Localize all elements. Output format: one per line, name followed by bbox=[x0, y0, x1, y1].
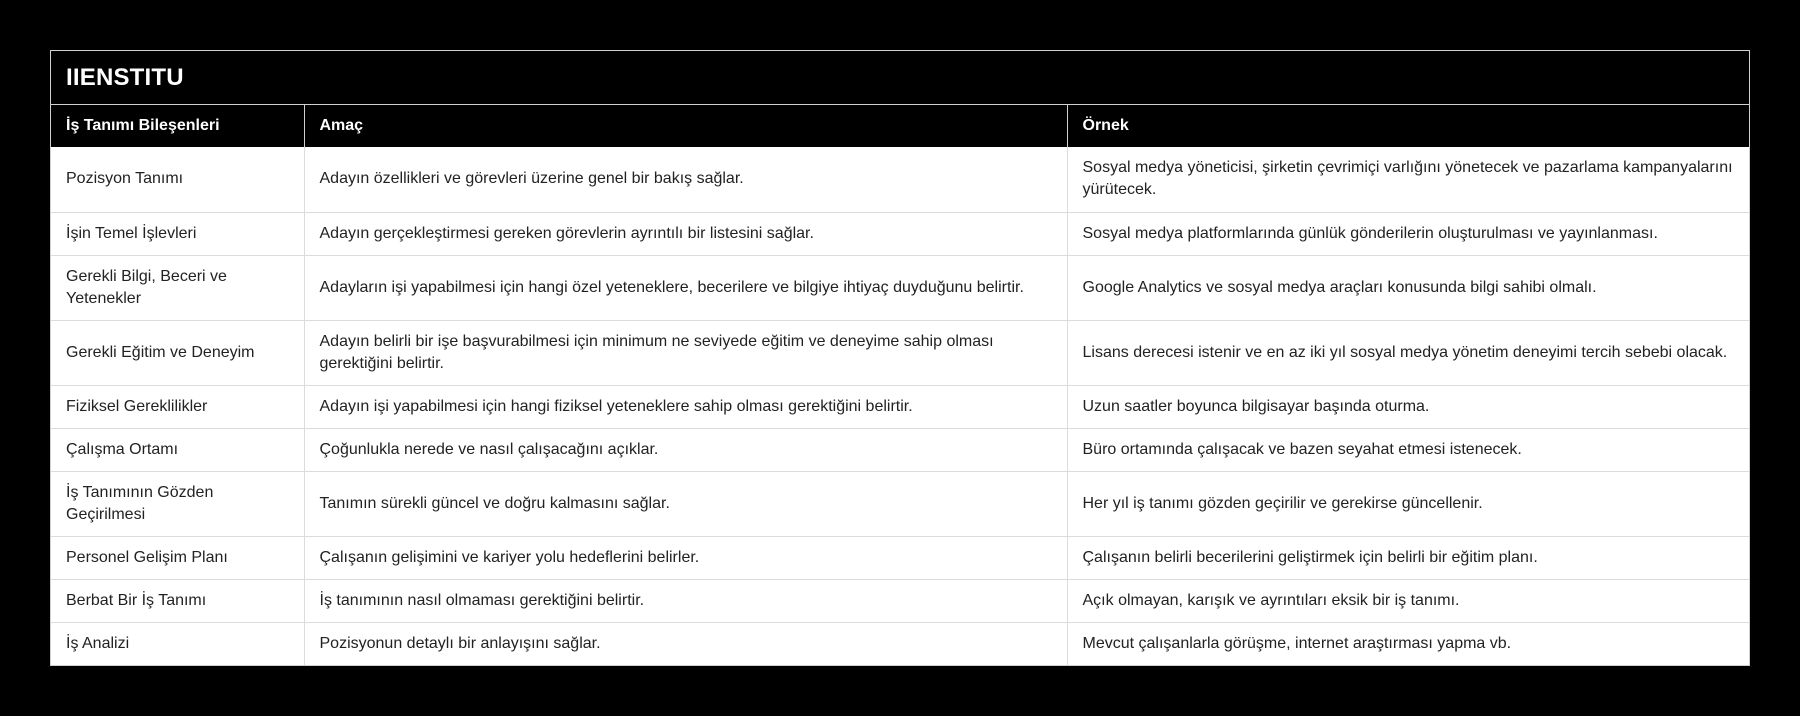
cell-component: Fiziksel Gereklilikler bbox=[51, 385, 304, 428]
cell-purpose: Tanımın sürekli güncel ve doğru kalmasını sağlar. bbox=[304, 471, 1067, 536]
table-row bbox=[51, 147, 1749, 212]
cell-component: İşin Temel İşlevleri bbox=[51, 212, 304, 255]
cell-example: Mevcut çalışanlarla görüşme, internet araştırması yapma vb. bbox=[1067, 622, 1749, 665]
cell-component: Çalışma Ortamı bbox=[51, 428, 304, 471]
column-header-component: İş Tanımı Bileşenleri bbox=[51, 105, 304, 147]
cell-purpose: İş tanımının nasıl olmaması gerektiğini belirtir. bbox=[304, 579, 1067, 622]
column-header-example: Örnek bbox=[1067, 105, 1749, 147]
cell-example: Google Analytics ve sosyal medya araçları konusunda bilgi sahibi olmalı. bbox=[1067, 255, 1749, 320]
cell-component: Pozisyon Tanımı bbox=[51, 147, 304, 212]
cell-example: Açık olmayan, karışık ve ayrıntıları eksik bir iş tanımı. bbox=[1067, 579, 1749, 622]
table-row bbox=[51, 536, 1749, 579]
cell-example: Büro ortamında çalışacak ve bazen seyahat etmesi istenecek. bbox=[1067, 428, 1749, 471]
cell-example: Sosyal medya yöneticisi, şirketin çevrimiçi varlığını yönetecek ve pazarlama kampanyalarını yürütecek. bbox=[1067, 147, 1749, 212]
cell-purpose: Pozisyonun detaylı bir anlayışını sağlar. bbox=[304, 622, 1067, 665]
cell-component: Berbat Bir İş Tanımı bbox=[51, 579, 304, 622]
cell-purpose: Adayların işi yapabilmesi için hangi özel yeteneklere, becerilere ve bilgiye ihtiyaç duyduğunu belirtir. bbox=[304, 255, 1067, 320]
job-description-table-container bbox=[50, 50, 1750, 666]
cell-component: İş Tanımının Gözden Geçirilmesi bbox=[51, 471, 304, 536]
cell-example: Sosyal medya platformlarında günlük gönderilerin oluşturulması ve yayınlanması. bbox=[1067, 212, 1749, 255]
cell-component: İş Analizi bbox=[51, 622, 304, 665]
table-row bbox=[51, 579, 1749, 622]
table-row bbox=[51, 471, 1749, 536]
cell-purpose: Çalışanın gelişimini ve kariyer yolu hedeflerini belirler. bbox=[304, 536, 1067, 579]
cell-example: Lisans derecesi istenir ve en az iki yıl sosyal medya yönetim deneyimi tercih sebebi olacak. bbox=[1067, 320, 1749, 385]
table-row bbox=[51, 212, 1749, 255]
cell-component: Gerekli Bilgi, Beceri ve Yetenekler bbox=[51, 255, 304, 320]
table-row bbox=[51, 622, 1749, 665]
cell-purpose: Adayın işi yapabilmesi için hangi fiziksel yeteneklere sahip olması gerektiğini belirtir. bbox=[304, 385, 1067, 428]
job-description-table bbox=[51, 105, 1749, 665]
cell-purpose: Çoğunlukla nerede ve nasıl çalışacağını açıklar. bbox=[304, 428, 1067, 471]
column-header-purpose: Amaç bbox=[304, 105, 1067, 147]
table-row bbox=[51, 320, 1749, 385]
cell-example: Her yıl iş tanımı gözden geçirilir ve gerekirse güncellenir. bbox=[1067, 471, 1749, 536]
table-header-row bbox=[51, 105, 1749, 147]
cell-purpose: Adayın belirli bir işe başvurabilmesi için minimum ne seviyede eğitim ve deneyime sahip olması gerektiğini belirtir. bbox=[304, 320, 1067, 385]
table-row bbox=[51, 385, 1749, 428]
cell-purpose: Adayın özellikleri ve görevleri üzerine genel bir bakış sağlar. bbox=[304, 147, 1067, 212]
table-title: IIENSTITU bbox=[51, 51, 1749, 105]
cell-example: Çalışanın belirli becerilerini geliştirmek için belirli bir eğitim planı. bbox=[1067, 536, 1749, 579]
cell-component: Gerekli Eğitim ve Deneyim bbox=[51, 320, 304, 385]
table-row bbox=[51, 255, 1749, 320]
cell-component: Personel Gelişim Planı bbox=[51, 536, 304, 579]
table-row bbox=[51, 428, 1749, 471]
cell-purpose: Adayın gerçekleştirmesi gereken görevlerin ayrıntılı bir listesini sağlar. bbox=[304, 212, 1067, 255]
cell-example: Uzun saatler boyunca bilgisayar başında oturma. bbox=[1067, 385, 1749, 428]
